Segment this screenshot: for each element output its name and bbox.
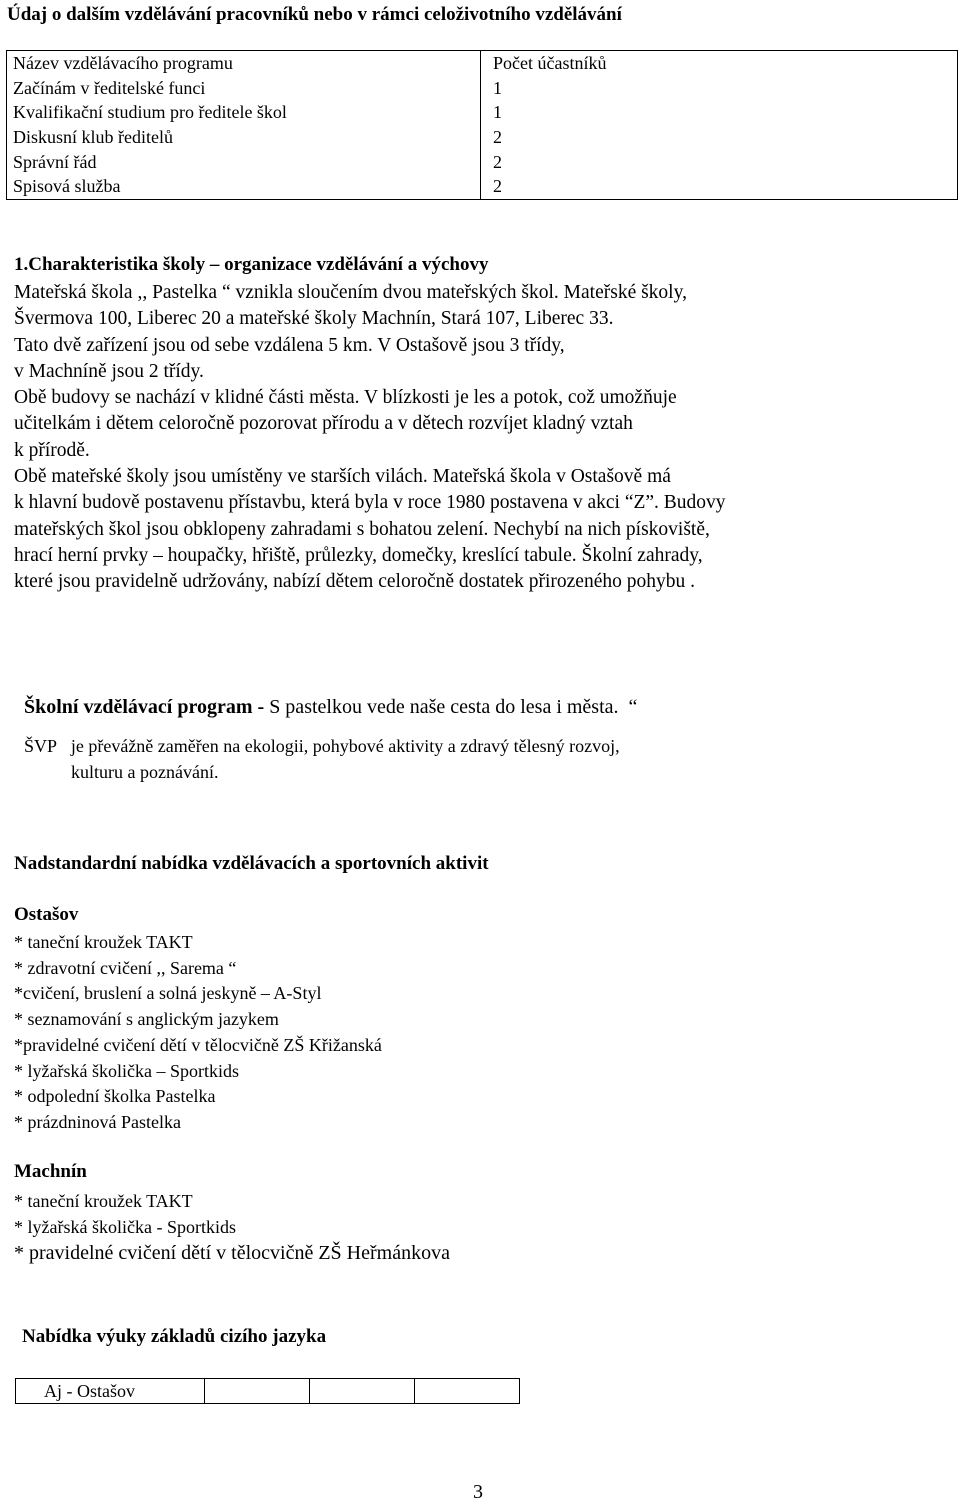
svp-description bbox=[24, 736, 620, 757]
list-item: * seznamování s anglickým jazykem bbox=[14, 1009, 279, 1030]
count-cell: 2 bbox=[493, 151, 502, 172]
list-item: * lyžařská školička - Sportkids bbox=[14, 1217, 236, 1237]
section1-line: v Machníně jsou 2 třídy. bbox=[14, 360, 204, 382]
section1-line: Tato dvě zařízení jsou od sebe vzdálena 5 km. V Ostašově jsou 3 třídy, bbox=[14, 334, 565, 356]
section1-line: k přírodě. bbox=[14, 439, 90, 461]
section1-line: k hlavní budově postavenu přístavbu, která byla v roce 1980 postavena v akci “Z”. Budovy bbox=[14, 492, 726, 514]
section1-line: Mateřská škola ,, Pastelka “ vznikla sloučením dvou mateřských škol. Mateřské školy, bbox=[14, 282, 687, 303]
section1-line: učitelkám i dětem celoročně pozorovat přírodu a v dětech rozvíjet kladný vztah bbox=[14, 413, 633, 435]
program-cell: Správní řád bbox=[7, 150, 481, 175]
section1-line: hrací herní prvky – houpačky, hřiště, průlezky, domečky, kreslící tabule. Školní zahrady, bbox=[14, 544, 703, 566]
ostasov-heading: Ostašov bbox=[14, 904, 79, 925]
table-row bbox=[7, 174, 958, 199]
section1-line: Obě budovy se nachází v klidné části města. V blízkosti je les a potok, což umožňuje bbox=[14, 387, 677, 409]
section1-line: které jsou pravidelně udržovány, nabízí dětem celoročně dostatek přirozeného pohybu . bbox=[14, 571, 695, 593]
languages-heading: Nabídka výuky základů cizího jazyka bbox=[22, 1326, 327, 1347]
list-item: * zdravotní cvičení ,, Sarema “ bbox=[14, 957, 237, 978]
svp-name: S pastelkou vede naše cesta do lesa i města. bbox=[264, 696, 619, 718]
table-row bbox=[7, 125, 958, 150]
empty-cell bbox=[310, 1379, 415, 1404]
section1-line: Obě mateřské školy jsou umístěny ve starších vilách. Mateřská škola v Ostašově má bbox=[14, 466, 671, 488]
empty-cell bbox=[205, 1379, 310, 1404]
list-item: * prázdninová Pastelka bbox=[14, 1111, 181, 1132]
list-item: * pravidelné cvičení dětí v tělocvičně ZŠ Heřmánkova bbox=[14, 1242, 450, 1264]
table-row bbox=[7, 100, 958, 125]
section1-heading: 1.Charakteristika školy – organizace vzdělávání a výchovy bbox=[14, 254, 489, 275]
machnin-heading: Machnín bbox=[14, 1161, 87, 1182]
list-item: * odpolední školka Pastelka bbox=[14, 1086, 216, 1107]
program-cell: Spisová služba bbox=[7, 174, 481, 199]
section1-line: mateřských škol jsou obklopeny zahradami s bohatou zelení. Nechybí na nich pískoviště, bbox=[14, 518, 710, 540]
page-title: Údaj o dalším vzdělávání pracovníků nebo v rámci celoživotního vzdělávání bbox=[7, 4, 622, 25]
count-cell: 1 bbox=[493, 77, 502, 98]
list-item: *cvičení, bruslení a solná jeskyně – A-Styl bbox=[14, 983, 322, 1004]
list-item: * lyžařská školička – Sportkids bbox=[14, 1060, 239, 1081]
table-row bbox=[7, 150, 958, 175]
table-row bbox=[7, 76, 958, 101]
count-cell: 2 bbox=[493, 176, 502, 197]
machnin-list bbox=[14, 1188, 450, 1266]
section1-line: Švermova 100, Liberec 20 a mateřské školy Machnín, Stará 107, Liberec 33. bbox=[14, 308, 614, 330]
svp-description-line2: kulturu a poznávání. bbox=[71, 762, 219, 782]
list-item: * taneční kroužek TAKT bbox=[14, 1191, 193, 1211]
header-count: Počet účastníků bbox=[493, 53, 607, 73]
list-item: *pravidelné cvičení dětí v tělocvičně ZŠ Křižanská bbox=[14, 1034, 382, 1055]
count-cell: 2 bbox=[493, 126, 502, 147]
ostasov-list bbox=[14, 930, 382, 1136]
program-cell: Kvalifikační studium pro ředitele škol bbox=[7, 100, 481, 125]
table-row bbox=[16, 1379, 520, 1404]
empty-cell bbox=[415, 1379, 520, 1404]
page-number: 3 bbox=[473, 1481, 483, 1503]
svp-description-line1: je převážně zaměřen na ekologii, pohybové aktivity a zdravý tělesný rozvoj, bbox=[70, 736, 620, 756]
participants-table bbox=[6, 50, 958, 200]
section1-body bbox=[14, 280, 726, 596]
count-cell: 1 bbox=[493, 102, 502, 123]
svp-quote: “ bbox=[628, 696, 638, 718]
list-item: * taneční kroužek TAKT bbox=[14, 932, 193, 952]
language-cell: Aj - Ostašov bbox=[16, 1379, 205, 1404]
program-cell: Diskusní klub ředitelů bbox=[7, 125, 481, 150]
svp-abbr: ŠVP bbox=[24, 736, 57, 756]
svp-label: Školní vzdělávací program - bbox=[24, 696, 265, 718]
header-program: Název vzdělávacího programu bbox=[7, 51, 481, 76]
svp-line bbox=[24, 696, 637, 719]
program-cell: Začínám v ředitelské funci bbox=[7, 76, 481, 101]
languages-table bbox=[15, 1378, 520, 1404]
nadstandard-heading: Nadstandardní nabídka vzdělávacích a sportovních aktivit bbox=[14, 853, 489, 874]
table-header-row bbox=[7, 51, 958, 76]
